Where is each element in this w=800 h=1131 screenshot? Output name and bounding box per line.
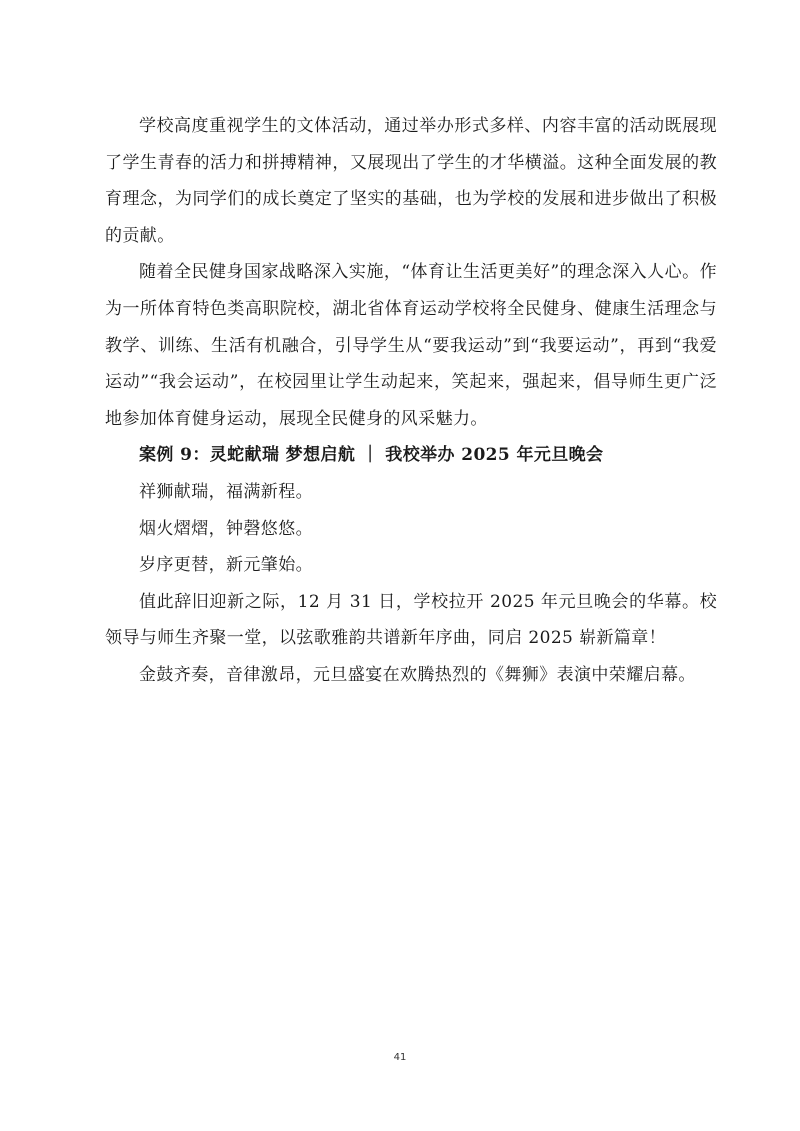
page-content — [105, 108, 717, 694]
paragraph-fitness: 随着全民健身国家战略深入实施，“体育让生活更美好”的理念深入人心。作为一所体育特色类高职院校，湖北省体育运动学校将全民健身、健康生活理念与教学、训练、生活有机融合，引导学生从“要我运动”到“我要运动”，再到“我爱运动”“我会运动”，在校园里让学生动起来，笑起来，强起来，倡导师生更广泛地参加体育健身运动，展现全民健身的风采魅力。 — [105, 262, 717, 429]
poem-line: 祥狮献瑞，福满新程。 — [139, 481, 313, 502]
paragraph-lion-dance: 金鼓齐奏，音律激昂，元旦盛宴在欢腾热烈的《舞狮》表演中荣耀启幕。 — [139, 664, 696, 685]
poem-line: 岁序更替，新元肇始。 — [139, 555, 313, 576]
case-heading: 案例 9：灵蛇献瑞 梦想启航 ｜ 我校举办 2025 年元旦晚会 — [139, 445, 604, 466]
paragraph-gala-opening: 值此辞旧迎新之际，12 月 31 日，学校拉开 2025 年元旦晚会的华幕。校领导与师生齐聚一堂，以弦歌雅韵共谱新年序曲，同启 2025 崭新篇章！ — [105, 591, 717, 649]
paragraph-activities: 学校高度重视学生的文体活动，通过举办形式多样、内容丰富的活动既展现了学生青春的活力和拼搏精神，又展现出了学生的才华横溢。这种全面发展的教育理念，为同学们的成长奠定了坚实的基础，也为学校的发展和进步做出了积极的贡献。 — [105, 116, 717, 246]
poem-line: 烟火熠熠，钟磬悠悠。 — [139, 518, 313, 539]
page-number: 41 — [393, 1052, 407, 1063]
